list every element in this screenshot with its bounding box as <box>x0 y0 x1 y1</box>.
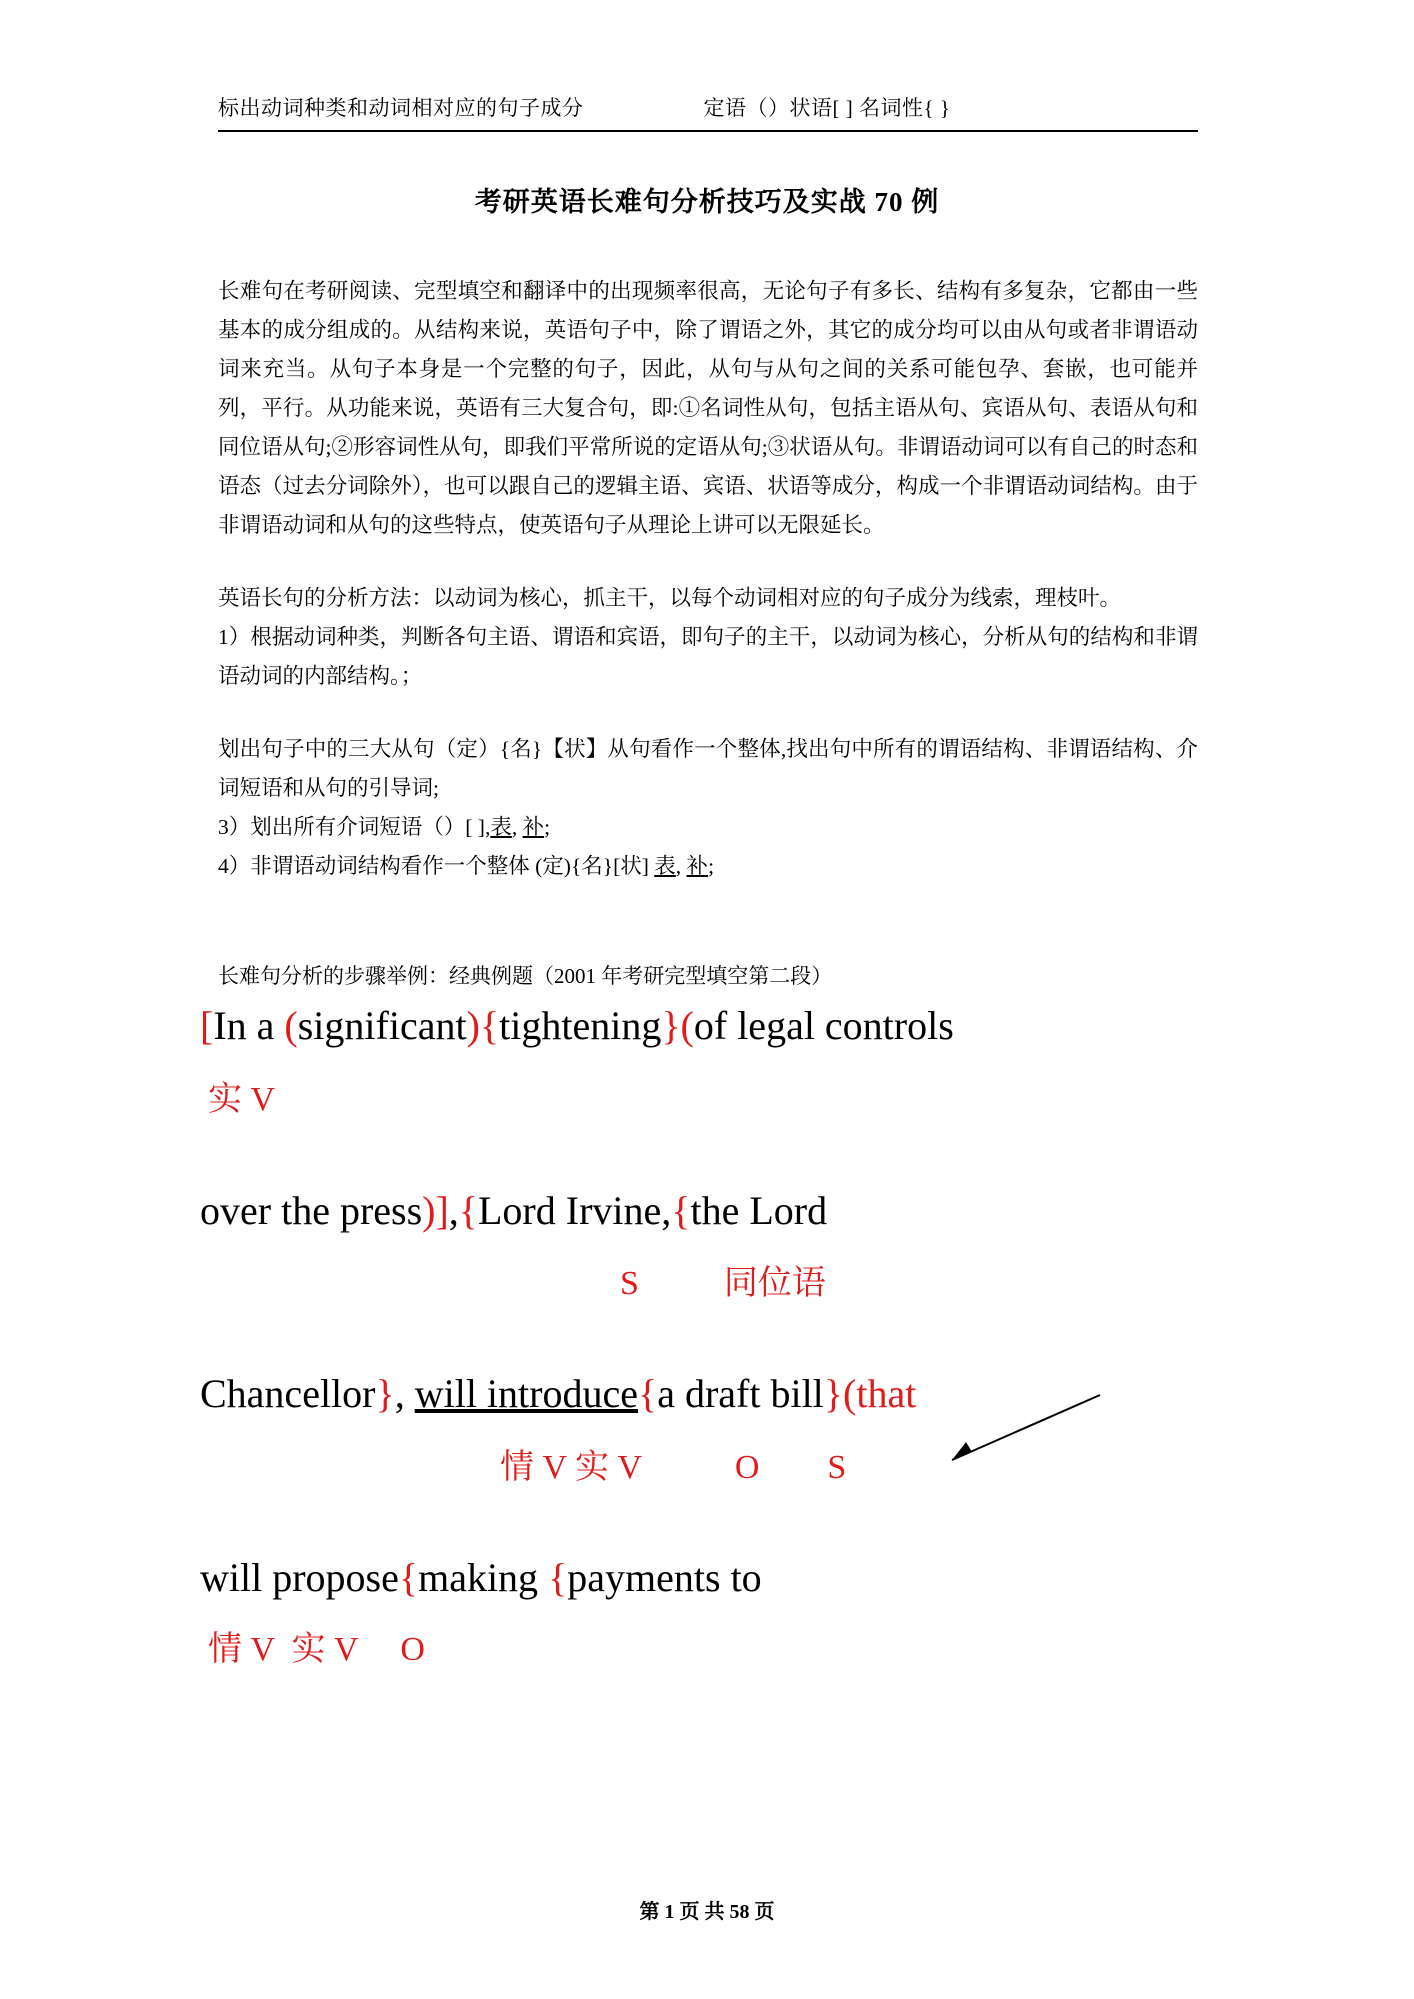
step4-suffix: ; <box>708 854 715 878</box>
header-right-text: 定语（）状语[ ] 名词性{ } <box>703 96 951 120</box>
step3-underline-2: 补 <box>522 815 545 839</box>
analysis-segment: { <box>637 1371 658 1416</box>
analysis-segment: ( <box>680 1003 694 1048</box>
paragraph-method: 英语长句的分析方法：以动词为核心，抓主干，以每个动词相对应的句子成分为线索，理枝叶。 <box>218 586 1122 610</box>
paragraph-intro: 长难句在考研阅读、完型填空和翻译中的出现频率很高，无论句子有多长、结构有多复杂，它都由一些基本的成分组成的。从结构来说，英语句子中，除了谓语之外，其它的成分均可以由从句或者非谓语动词来充当。从句子本身是一个完整的句子，因此，从句与从句之间的关系可能包孕、套嵌，也可能并列，平行。从功能来说，英语有三大复合句，即:①名词性从句，包括主语从句、宾语从句、表语从句和同位语从句;②形容词性从句，即我们平常所说的定语从句;③状语从句。非谓语动词可以有自己的时态和语态（过去分词除外），也可以跟自己的逻辑主语、宾语、状语等成分，构成一个非谓语动词结构。由于非谓语动词和从句的这些特点，使英语句子从理论上讲可以无限延长。 <box>218 279 1198 537</box>
analysis-marks-3: 情 V 实 V O S <box>500 1449 847 1486</box>
analysis-segment: { <box>548 1555 568 1600</box>
header-divider <box>218 130 1198 132</box>
analysis-segment: over the press <box>200 1188 423 1233</box>
analysis-segment: will introduce <box>414 1371 638 1416</box>
step3-underline-1: 表 <box>490 815 512 839</box>
analysis-segment: , <box>394 1371 415 1416</box>
analysis-segment: } <box>661 1003 681 1048</box>
analysis-segment: { <box>458 1188 478 1233</box>
analysis-segment: will propose <box>200 1555 399 1600</box>
page-footer: 第 1 页 共 58 页 <box>639 1901 775 1923</box>
analysis-segment: ) <box>466 1003 480 1048</box>
page-title: 考研英语长难句分析技巧及实战 70 例 <box>474 187 940 217</box>
step4-mid: , <box>675 854 687 878</box>
page-header <box>218 92 1198 122</box>
analysis-segment: ( <box>843 1371 857 1416</box>
analysis-line-2 <box>200 1185 827 1237</box>
paragraph-step3 <box>218 808 1198 847</box>
example-note: 长难句分析的步骤举例：经典例题（2001 年考研完型填空第二段） <box>218 964 833 988</box>
analysis-segment: } <box>823 1371 843 1416</box>
analysis-segment: significant <box>297 1003 467 1048</box>
step3-prefix: 3）划出所有介词短语（）[ ], <box>218 815 491 839</box>
analysis-segment: } <box>375 1371 395 1416</box>
analysis-segment: ( <box>284 1003 298 1048</box>
paragraph-step2: 划出句子中的三大从句（定）{名}【状】从句看作一个整体,找出句中所有的谓语结构、非谓语结构、介词短语和从句的引导词; <box>218 737 1198 800</box>
analysis-segment: In a <box>213 1003 285 1048</box>
analysis-segment: the Lord <box>690 1188 828 1233</box>
analysis-segment: { <box>398 1555 419 1600</box>
step4-prefix: 4）非谓语动词结构看作一个整体 (定){名}[状] <box>218 854 655 878</box>
analysis-segment: Lord Irvine, <box>478 1188 672 1233</box>
analysis-line-3 <box>200 1368 916 1420</box>
analysis-marks-2: S 同位语 <box>620 1265 826 1302</box>
analysis-segment: making <box>418 1555 549 1600</box>
analysis-marks-1: 实 V <box>208 1081 276 1118</box>
paragraph-step1: 1）根据动词种类，判断各句主语、谓语和宾语，即句子的主干，以动词为核心，分析从句的结构和非谓语动词的内部结构。； <box>218 625 1198 688</box>
step4-underline-2: 补 <box>686 854 709 878</box>
analysis-segment: [ <box>200 1003 214 1048</box>
analysis-line-4 <box>200 1552 762 1604</box>
analysis-marks-4: 情 V 实 V O <box>208 1631 425 1668</box>
analysis-line-1 <box>200 1000 954 1052</box>
step3-mid: , <box>511 815 523 839</box>
step3-suffix: ; <box>544 815 551 839</box>
analysis-segment: { <box>479 1003 500 1048</box>
analysis-segment: of legal controls <box>693 1003 954 1048</box>
paragraph-step4 <box>218 847 1198 886</box>
analysis-segment: that <box>856 1371 917 1416</box>
header-left-text: 标出动词种类和动词相对应的句子成分 <box>218 96 584 120</box>
annotation-arrow-icon <box>940 1390 1110 1470</box>
analysis-segment: Chancellor <box>200 1371 376 1416</box>
analysis-segment: tightening <box>499 1003 662 1048</box>
analysis-segment: { <box>671 1188 691 1233</box>
analysis-segment: payments to <box>567 1555 762 1600</box>
document-body <box>218 272 1198 886</box>
step4-underline-1: 表 <box>654 854 676 878</box>
analysis-segment: )] <box>422 1188 449 1233</box>
analysis-segment: a draft bill <box>657 1371 824 1416</box>
analysis-segment: , <box>448 1188 459 1233</box>
